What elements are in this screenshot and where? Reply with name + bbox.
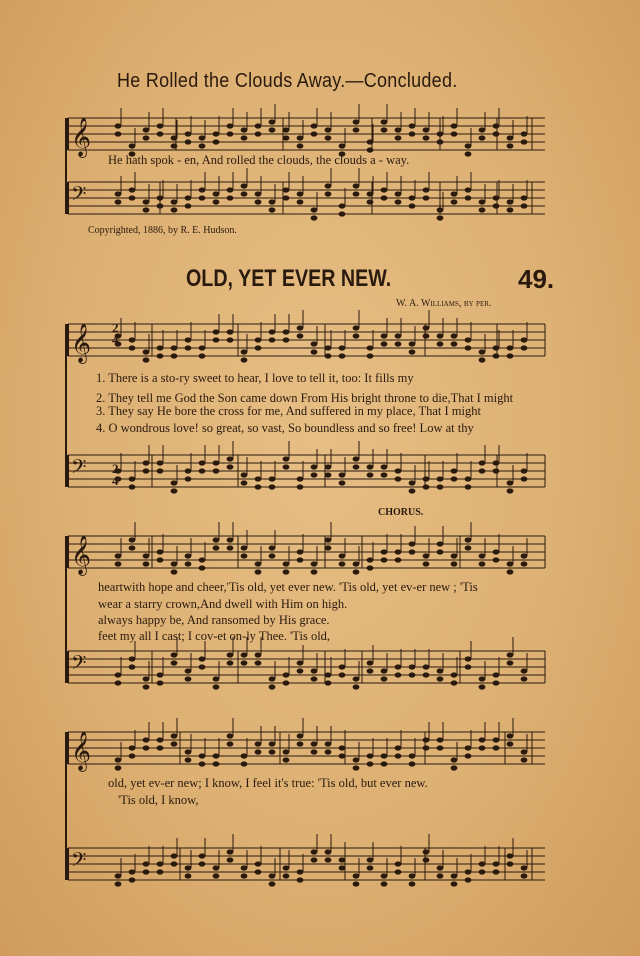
svg-text:𝄞: 𝄞 bbox=[71, 323, 92, 363]
line2-verse-3: always happy be, And ransomed by His grace. bbox=[98, 613, 330, 627]
top-title: He Rolled the Clouds Away.—Concluded. bbox=[117, 70, 458, 92]
time-signature: 2 4 bbox=[112, 320, 119, 347]
svg-text:𝄢: 𝄢 bbox=[71, 848, 87, 876]
hymn-title: OLD, YET EVER NEW. bbox=[186, 265, 392, 292]
chorus-label: CHORUS. bbox=[378, 507, 424, 518]
line3-lyric-alt: 'Tis old, I know, bbox=[118, 793, 199, 807]
verse-2: 2. They tell me God the Son came down From His bright throne to die,That I might bbox=[96, 391, 514, 405]
svg-text:𝄞: 𝄞 bbox=[71, 731, 92, 771]
svg-text:𝄢: 𝄢 bbox=[71, 651, 87, 679]
composer: W. A. Williams, by per. bbox=[396, 298, 492, 309]
verse-4: 4. O wondrous love! so great, so vast, So boundless and so free! Low at thy bbox=[96, 421, 474, 435]
svg-text:𝄢: 𝄢 bbox=[71, 455, 87, 483]
svg-text:𝄞: 𝄞 bbox=[71, 535, 92, 575]
time-signature-bass: 2 4 bbox=[112, 461, 119, 488]
hymn-number: 49. bbox=[518, 264, 555, 294]
line3-lyric: old, yet ev-er new; I know, I feel it's true: 'Tis old, but ever new. bbox=[108, 776, 428, 790]
copyright: Copyrighted, 1886, by R. E. Hudson. bbox=[88, 225, 237, 236]
verse-1: 1. There is a sto-ry sweet to hear, I love to tell it, too: It fills my bbox=[96, 371, 414, 385]
line2-verse-2: wear a starry crown,And dwell with Him on high. bbox=[98, 597, 348, 611]
line2-verse-4: feet my all I cast; I cov-et on-ly Thee. 'Tis old, bbox=[98, 629, 331, 643]
top-lyric: He hath spok - en, And rolled the clouds, the clouds a - way. bbox=[108, 153, 410, 167]
svg-text:𝄢: 𝄢 bbox=[71, 182, 87, 210]
line2-verse-1: heartwith hope and cheer,'Tis old, yet ever new. 'Tis old, yet ev-er new ; 'Tis bbox=[98, 580, 478, 594]
verse-3: 3. They say He bore the cross for me, And suffered in my place, That I might bbox=[96, 404, 481, 418]
svg-text:𝄞: 𝄞 bbox=[71, 117, 92, 157]
